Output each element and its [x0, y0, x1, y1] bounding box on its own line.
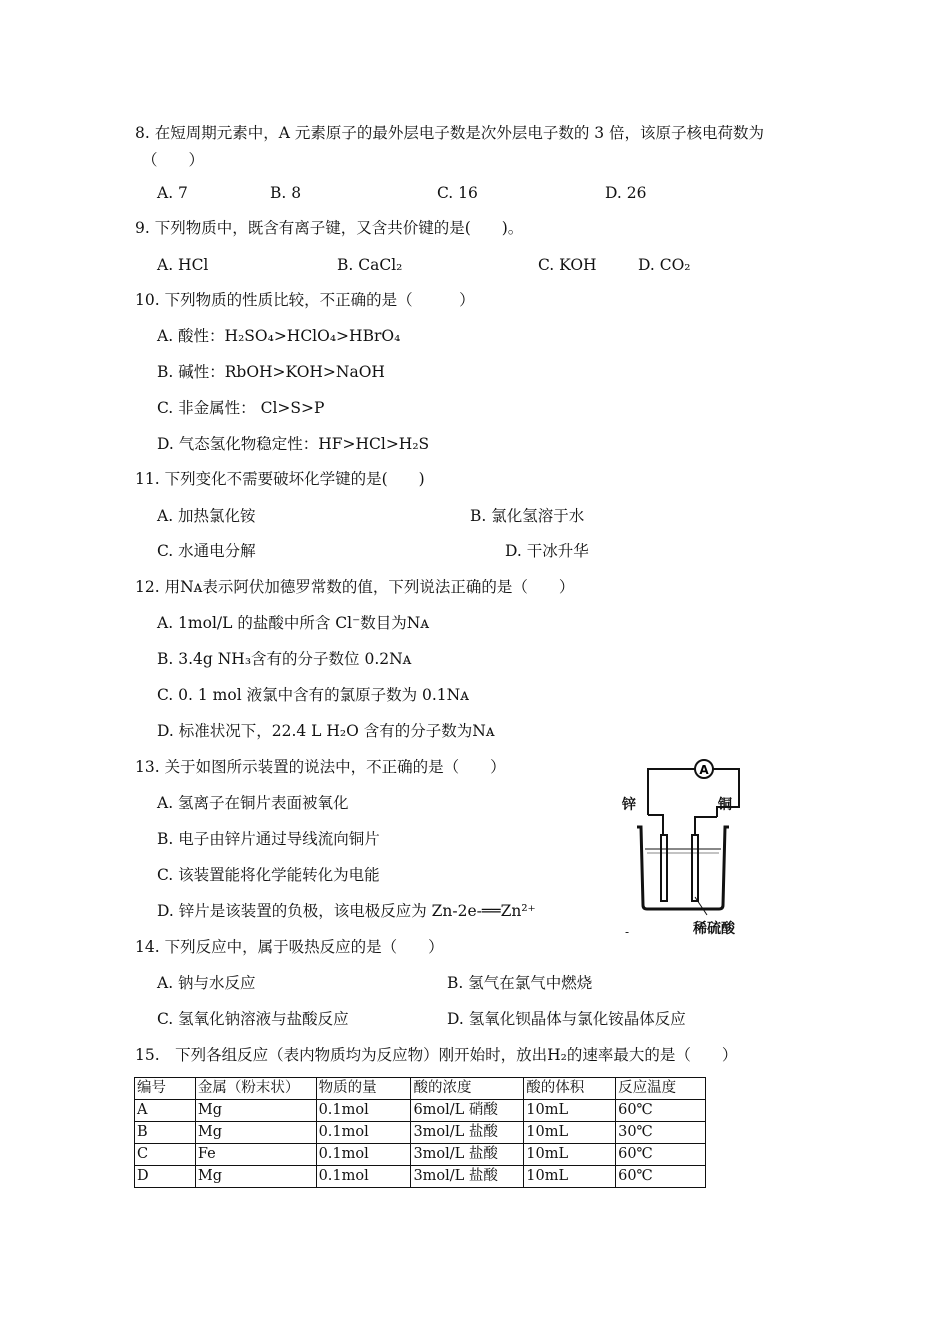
table-cell: Mg [195, 1100, 316, 1122]
table-cell: 6mol/L 硝酸 [411, 1100, 524, 1122]
table-cell: Fe [195, 1144, 316, 1166]
q9-option-a: A. HCl [157, 256, 209, 274]
dilute-sulfuric-acid-label: 稀硫酸 [693, 921, 735, 937]
q12-option-a: A. 1mol/L 的盐酸中所含 Cl⁻数目为Nᴀ [157, 614, 430, 632]
question-8-stem: 8. 在短周期元素中，A 元素原子的最外层电子数是次外层电子数的 3 倍，该原子核电荷数为 [135, 124, 765, 142]
table-header: 物质的量 [316, 1078, 411, 1100]
question-13-stem: 13. 关于如图所示装置的说法中，不正确的是（ ） [135, 758, 506, 776]
table-header: 反应温度 [616, 1078, 706, 1100]
q12-option-d: D. 标准状况下，22.4 L H₂O 含有的分子数为Nᴀ [157, 722, 495, 740]
question-10-stem: 10. 下列物质的性质比较，不正确的是（ ） [135, 291, 475, 309]
q8-option-c: C. 16 [437, 184, 478, 202]
table-cell: Mg [195, 1166, 316, 1188]
copper-label: 铜 [718, 797, 732, 813]
ammeter-label: A [699, 763, 709, 777]
table-cell: 0.1mol [316, 1122, 411, 1144]
figure-mark: - [625, 925, 630, 939]
question-12-stem: 12. 用Nᴀ表示阿伏加德罗常数的值，下列说法正确的是（ ） [135, 578, 575, 596]
q14-option-d: D. 氢氧化钡晶体与氯化铵晶体反应 [447, 1010, 686, 1028]
q11-option-b: B. 氯化氢溶于水 [470, 507, 585, 525]
table-cell: 60℃ [616, 1166, 706, 1188]
table-cell: C [135, 1144, 196, 1166]
zinc-label: 锌 [622, 797, 636, 813]
q13-option-b: B. 电子由锌片通过导线流向铜片 [157, 830, 380, 848]
question-9-stem: 9. 下列物质中，既含有离子键，又含共价键的是( )。 [135, 219, 524, 237]
q13-option-d: D. 锌片是该装置的负极，该电极反应为 Zn-2e-══Zn²⁺ [157, 902, 536, 920]
q11-option-d: D. 干冰升华 [505, 542, 589, 560]
table-cell: 0.1mol [316, 1166, 411, 1188]
table-cell: 10mL [524, 1144, 616, 1166]
table-cell: B [135, 1122, 196, 1144]
table-cell: 60℃ [616, 1100, 706, 1122]
table-row [135, 1100, 706, 1122]
question-8-blank: （ ） [142, 151, 205, 169]
table-header: 金属（粉末状） [195, 1078, 316, 1100]
q11-option-a: A. 加热氯化铵 [157, 507, 256, 525]
q12-option-c: C. 0. 1 mol 液氯中含有的氯原子数为 0.1Nᴀ [157, 686, 469, 704]
question-15-stem: 15. 下列各组反应（表内物质均为反应物）刚开始时，放出H₂的速率最大的是（ ） [135, 1046, 738, 1064]
q14-option-c: C. 氢氧化钠溶液与盐酸反应 [157, 1010, 349, 1028]
q8-option-d: D. 26 [605, 184, 647, 202]
table-cell: 3mol/L 盐酸 [411, 1122, 524, 1144]
q10-option-d: D. 气态氢化物稳定性：HF>HCl>H₂S [157, 435, 430, 453]
table-row [135, 1122, 706, 1144]
table-cell: 0.1mol [316, 1144, 411, 1166]
question-11-stem: 11. 下列变化不需要破坏化学键的是( ) [135, 470, 425, 488]
q10-option-b: B. 碱性：RbOH>KOH>NaOH [157, 363, 385, 381]
table-cell: A [135, 1100, 196, 1122]
q14-option-a: A. 钠与水反应 [157, 974, 256, 992]
table-cell: 3mol/L 盐酸 [411, 1144, 524, 1166]
q13-option-c: C. 该装置能将化学能转化为电能 [157, 866, 380, 884]
galvanic-cell-figure [615, 757, 755, 942]
q14-option-b: B. 氢气在氯气中燃烧 [447, 974, 593, 992]
zinc-electrode [661, 835, 667, 901]
table-cell: 10mL [524, 1100, 616, 1122]
table-header-row [135, 1078, 706, 1100]
table-cell: Mg [195, 1122, 316, 1144]
table-row [135, 1166, 706, 1188]
galvanic-cell-diagram [615, 757, 755, 942]
table-header: 酸的体积 [524, 1078, 616, 1100]
q9-option-c: C. KOH [538, 256, 597, 274]
table-cell: 30℃ [616, 1122, 706, 1144]
q11-option-c: C. 水通电分解 [157, 542, 256, 560]
q9-option-d: D. CO₂ [638, 256, 691, 274]
q10-option-c: C. 非金属性： Cl>S>P [157, 399, 325, 417]
question-14-stem: 14. 下列反应中，属于吸热反应的是（ ） [135, 938, 444, 956]
q12-option-b: B. 3.4g NH₃含有的分子数位 0.2Nᴀ [157, 650, 412, 668]
table-header: 编号 [135, 1078, 196, 1100]
table-header: 酸的浓度 [411, 1078, 524, 1100]
q9-option-b: B. CaCl₂ [337, 256, 403, 274]
beaker [637, 827, 729, 909]
table-cell: 3mol/L 盐酸 [411, 1166, 524, 1188]
table-cell: 60℃ [616, 1144, 706, 1166]
reaction-table [134, 1077, 706, 1188]
copper-electrode [692, 835, 698, 901]
table-cell: 10mL [524, 1122, 616, 1144]
q8-option-b: B. 8 [270, 184, 302, 202]
q10-option-a: A. 酸性：H₂SO₄>HClO₄>HBrO₄ [157, 327, 401, 345]
q13-option-a: A. 氢离子在铜片表面被氧化 [157, 794, 349, 812]
table-cell: 0.1mol [316, 1100, 411, 1122]
q8-option-a: A. 7 [157, 184, 188, 202]
table-cell: D [135, 1166, 196, 1188]
table-cell: 10mL [524, 1166, 616, 1188]
table-row [135, 1144, 706, 1166]
